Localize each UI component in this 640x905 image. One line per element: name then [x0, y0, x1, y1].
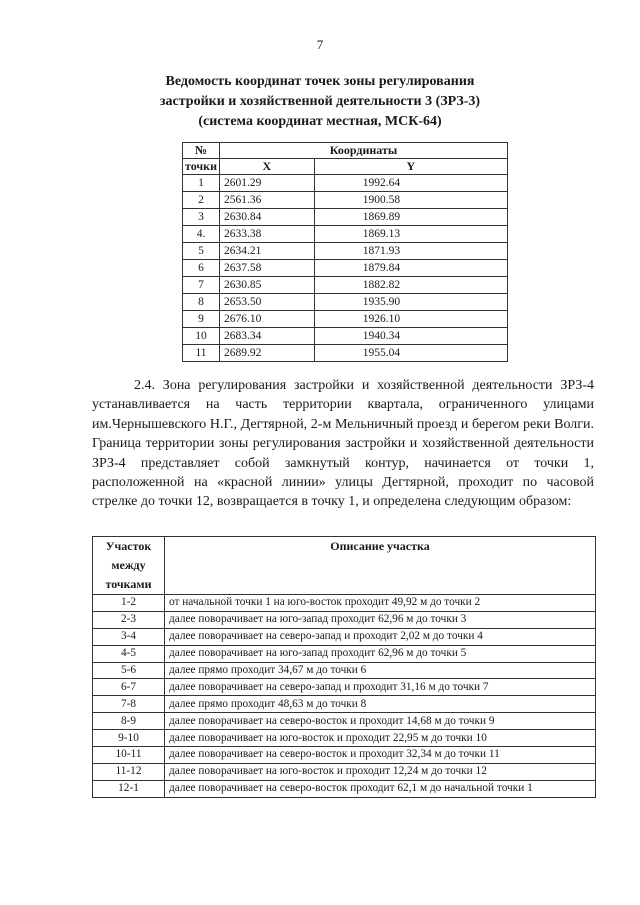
table-row	[93, 747, 596, 764]
header-x: X	[220, 159, 315, 175]
section-description: далее поворачивает на юго-запад проходит 62,96 м до точки 5	[165, 645, 596, 662]
point-number: 2	[183, 192, 220, 209]
x-value: 2689.92	[220, 345, 315, 362]
y-value: 1992.64	[314, 175, 507, 192]
section-description: далее поворачивает на юго-запад проходит 62,96 м до точки 3	[165, 611, 596, 628]
y-value: 1955.04	[314, 345, 507, 362]
table-row	[183, 226, 508, 243]
table-row	[93, 696, 596, 713]
table-row	[93, 595, 596, 612]
section-pair: 11-12	[93, 763, 165, 780]
table-row	[183, 345, 508, 362]
y-value: 1900.58	[314, 192, 507, 209]
section-description: далее прямо проходит 34,67 м до точки 6	[165, 662, 596, 679]
table-row	[183, 328, 508, 345]
table-row	[183, 260, 508, 277]
title-line-2: застройки и хозяйственной деятельности 3 (ЗРЗ-3)	[159, 94, 481, 109]
section-description: далее поворачивает на юго-восток и проходит 22,95 м до точки 10	[165, 730, 596, 747]
page-number: 7	[316, 37, 324, 52]
point-number: 1	[183, 175, 220, 192]
table-row	[93, 628, 596, 645]
x-value: 2634.21	[220, 243, 315, 260]
header-point-number: №	[183, 143, 220, 159]
header-section-line-1: Участок	[105, 539, 152, 553]
point-number: 3	[183, 209, 220, 226]
section-description: далее поворачивает на юго-восток и проходит 12,24 м до точки 12	[165, 763, 596, 780]
table-row	[183, 311, 508, 328]
y-value: 1879.84	[314, 260, 507, 277]
section-description: далее прямо проходит 48,63 м до точки 8	[165, 696, 596, 713]
header-coordinates: Координаты	[220, 143, 508, 159]
point-number: 4.	[183, 226, 220, 243]
table-row	[93, 730, 596, 747]
table-row	[183, 192, 508, 209]
table-row	[93, 763, 596, 780]
section-pair: 9-10	[93, 730, 165, 747]
section-description: от начальной точки 1 на юго-восток проходит 49,92 м до точки 2	[165, 595, 596, 612]
point-number: 5	[183, 243, 220, 260]
y-value: 1940.34	[314, 328, 507, 345]
title-line-1: Ведомость координат точек зоны регулирования	[165, 74, 475, 89]
document-title	[0, 72, 640, 132]
section-description: далее поворачивает на северо-восток проходит 62,1 м до начальной точки 1	[165, 780, 596, 797]
point-number: 8	[183, 294, 220, 311]
table-row	[93, 611, 596, 628]
table-row	[183, 209, 508, 226]
y-value: 1926.10	[314, 311, 507, 328]
x-value: 2561.36	[220, 192, 315, 209]
header-point-label: точки	[183, 159, 220, 175]
point-number: 6	[183, 260, 220, 277]
x-value: 2601.29	[220, 175, 315, 192]
section-description: далее поворачивает на северо-запад и проходит 31,16 м до точки 7	[165, 679, 596, 696]
table-row	[93, 713, 596, 730]
table-row	[93, 780, 596, 797]
section-pair: 8-9	[93, 713, 165, 730]
header-section-line-3: точками	[105, 577, 152, 591]
section-description: далее поворачивает на северо-восток и проходит 14,68 м до точки 9	[165, 713, 596, 730]
x-value: 2683.34	[220, 328, 315, 345]
coordinates-table	[182, 142, 508, 362]
section-pair: 12-1	[93, 780, 165, 797]
header-description: Описание участка	[165, 537, 596, 595]
table-row	[93, 645, 596, 662]
section-pair: 1-2	[93, 595, 165, 612]
boundary-sections-table	[92, 536, 596, 798]
paragraph-text: 2.4. Зона регулирования застройки и хозяйственной деятельности ЗРЗ-4 устанавливается на часть территории квартала, ограниченного улицами им.Чернышевского Н.Г., Дегтярной, 2-м Мельничный проезд и берегом реки Волги. Граница территории зоны регулирования застройки и хозяйственной деятельности ЗРЗ-4 представляет собой замкнутый контур, начинается от точки 1, расположенной на «красной линии» улицы Дегтярной, проходит по часовой стрелке до точки 12, возвращается в точку 1, и определена следующим образом:	[92, 378, 594, 510]
section-description: далее поворачивает на северо-запад и проходит 2,02 м до точки 4	[165, 628, 596, 645]
x-value: 2653.50	[220, 294, 315, 311]
table-row	[183, 243, 508, 260]
section-pair: 2-3	[93, 611, 165, 628]
point-number: 7	[183, 277, 220, 294]
section-pair: 7-8	[93, 696, 165, 713]
x-value: 2630.84	[220, 209, 315, 226]
section-description: далее поворачивает на северо-восток и проходит 32,34 м до точки 11	[165, 747, 596, 764]
header-section	[93, 537, 165, 595]
header-section-line-2: между	[111, 558, 146, 572]
y-value: 1882.82	[314, 277, 507, 294]
table-row	[93, 679, 596, 696]
x-value: 2637.58	[220, 260, 315, 277]
section-pair: 10-11	[93, 747, 165, 764]
section-pair: 6-7	[93, 679, 165, 696]
table-row	[183, 294, 508, 311]
y-value: 1869.89	[314, 209, 507, 226]
section-pair: 3-4	[93, 628, 165, 645]
x-value: 2630.85	[220, 277, 315, 294]
section-pair: 4-5	[93, 645, 165, 662]
header-y: Y	[314, 159, 507, 175]
table-row	[93, 662, 596, 679]
point-number: 10	[183, 328, 220, 345]
table-row	[183, 175, 508, 192]
section-pair: 5-6	[93, 662, 165, 679]
point-number: 9	[183, 311, 220, 328]
x-value: 2633.38	[220, 226, 315, 243]
x-value: 2676.10	[220, 311, 315, 328]
title-line-3: (система координат местная, МСК-64)	[198, 114, 442, 129]
point-number: 11	[183, 345, 220, 362]
table-row	[183, 277, 508, 294]
y-value: 1869.13	[314, 226, 507, 243]
y-value: 1935.90	[314, 294, 507, 311]
zone-description	[92, 376, 594, 512]
y-value: 1871.93	[314, 243, 507, 260]
